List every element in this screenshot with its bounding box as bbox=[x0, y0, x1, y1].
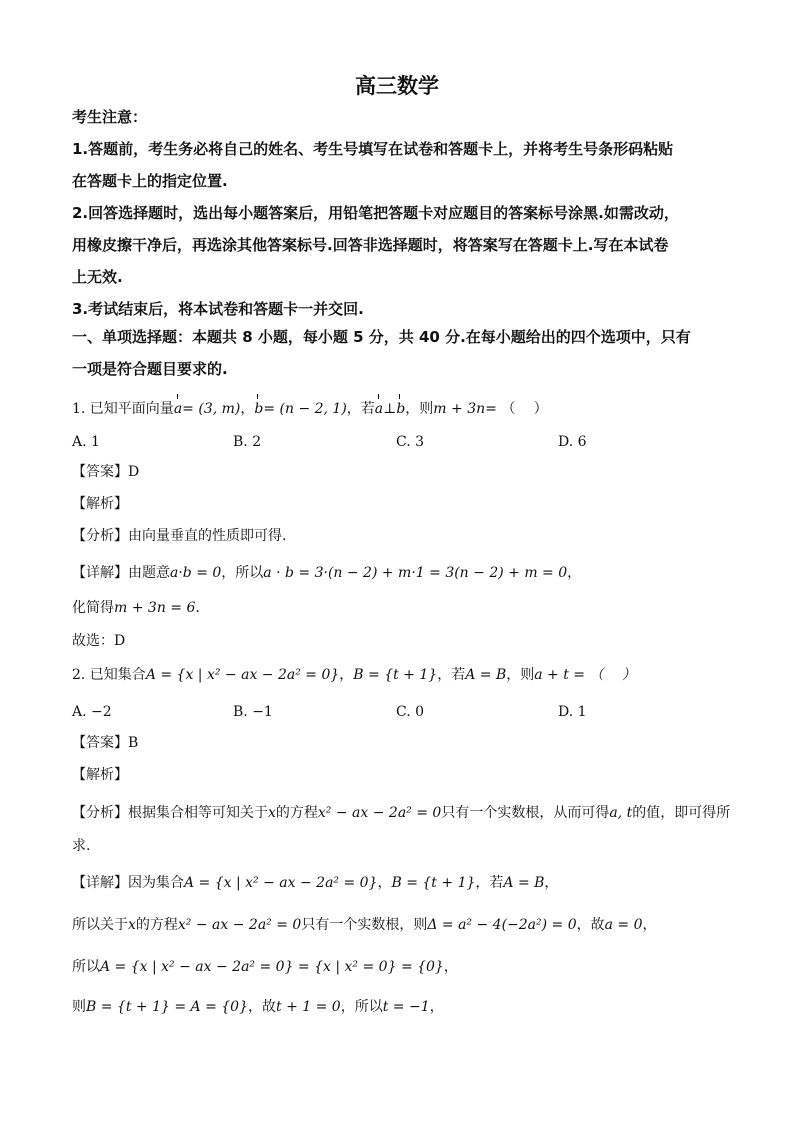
notice-item-1-line-1: 1.答题前，考生务必将自己的姓名、考生号填写在试卷和答题卡上，并将考生号条形码粘贴 bbox=[72, 140, 674, 158]
set-a-definition: A = {x | x² − ax − 2a² = 0} bbox=[145, 667, 340, 683]
question-2-answer: 【答案】B bbox=[72, 735, 139, 751]
set-b-equals-a: B = {t + 1} = A = {0} bbox=[86, 999, 248, 1015]
discriminant-expression: Δ = a² − 4(−2a²) = 0 bbox=[427, 917, 577, 933]
set-b-repeat: B = {t + 1} bbox=[391, 875, 476, 891]
question-1-option-a: A. 1 bbox=[72, 434, 100, 450]
question-2-xiangjie-line-3: 所以A = {x | x² − ax − 2a² = 0} = {x | x² = 0} = {0}， bbox=[72, 959, 458, 975]
question-2-option-d: D. 1 bbox=[558, 704, 587, 720]
set-a-simplified: A = {x | x² − ax − 2a² = 0} = {x | x² = 0} = {0} bbox=[100, 959, 444, 975]
notice-item-3: 3.考试结束后，将本试卷和答题卡一并交回. bbox=[72, 300, 364, 318]
question-2-xiangjie-line-1: 【详解】因为集合A = {x | x² − ax − 2a² = 0}，B = {t + 1}，若A = B， bbox=[72, 875, 559, 891]
page-title: 高三数学 bbox=[355, 74, 439, 98]
question-1-stem: 1. 已知平面向量a= (3, m)，b= (n − 2, 1)，若a⊥b，则m + 3n= （ ） bbox=[72, 401, 548, 417]
fenxi-text-d: 的值，即可得所 bbox=[632, 805, 731, 821]
question-1-target: m + 3n bbox=[433, 401, 486, 417]
xiangjie-text-a: 【详解】因为集合 bbox=[72, 875, 184, 891]
line-d-text-d: ，所以 bbox=[340, 999, 383, 1015]
line-b-text-c: 只有一个实数根，则 bbox=[301, 917, 428, 933]
question-1-option-b: B. 2 bbox=[233, 434, 262, 450]
question-1-xiangjie bbox=[72, 563, 581, 583]
line-d-text-a: 则 bbox=[72, 999, 86, 1015]
quadratic-equation-repeat: x² − ax − 2a² = 0 bbox=[177, 917, 302, 933]
notice-item-1-line-2: 在答题卡上的指定位置. bbox=[72, 172, 228, 190]
simplify-expression: m + 3n = 6 bbox=[114, 600, 196, 616]
question-2-prefix: 2. 已知集合 bbox=[72, 667, 146, 683]
question-1-prefix: 1. 已知平面向量 bbox=[72, 401, 174, 417]
question-1-analysis-tag: 【解析】 bbox=[72, 496, 128, 512]
notice-item-2-line-2: 用橡皮擦干净后，再选涂其他答案标号.回答非选择题时，将答案写在答题卡上.写在本试卷 bbox=[72, 236, 669, 254]
line-c-text-a: 所以 bbox=[72, 959, 100, 975]
var-a-t: a, t bbox=[609, 805, 633, 821]
question-1-then: ，则 bbox=[405, 401, 434, 417]
set-equality-repeat: A = B bbox=[503, 875, 545, 891]
question-1-option-c: C. 3 bbox=[396, 434, 425, 450]
notice-heading: 考生注意： bbox=[72, 108, 148, 126]
question-2-then: ，则 bbox=[506, 667, 535, 683]
question-2-stem: 2. 已知集合A = {x | x² − ax − 2a² = 0}，B = {t + 1}，若A = B，则a + t = （ ） bbox=[72, 667, 636, 683]
set-a-repeat: A = {x | x² − ax − 2a² = 0} bbox=[184, 875, 378, 891]
xiangjie-prefix: 【详解】由题意 bbox=[72, 565, 170, 581]
question-1-conclusion: 故选：D bbox=[72, 633, 126, 649]
xiangjie-text-b: ，若 bbox=[475, 875, 504, 891]
comma-text: ， bbox=[567, 565, 582, 581]
question-2-fenxi-line-1 bbox=[72, 803, 730, 823]
question-2-option-a: A. −2 bbox=[72, 704, 112, 720]
quadratic-equation: x² − ax − 2a² = 0 bbox=[317, 805, 442, 821]
question-2-target: a + t = （ ） bbox=[534, 667, 636, 683]
dot-product-expansion: a · b = 3·(n − 2) + m·1 = 3(n − 2) + m = 0 bbox=[263, 565, 568, 581]
set-b-definition: B = {t + 1} bbox=[353, 667, 438, 683]
question-2-option-c: C. 0 bbox=[396, 704, 425, 720]
question-2-xiangjie-line-4: 则B = {t + 1} = A = {0}，故t + 1 = 0，所以t = −1， bbox=[72, 999, 444, 1015]
period-text: . bbox=[195, 600, 200, 616]
question-2-condition: ，若 bbox=[437, 667, 466, 683]
line-b-text-d: ，故 bbox=[576, 917, 605, 933]
question-1-simplify bbox=[72, 598, 200, 618]
line-b-text-a: 所以关于 bbox=[72, 917, 128, 933]
dot-product-zero: a·b = 0 bbox=[170, 565, 222, 581]
var-x: x bbox=[268, 805, 276, 821]
question-2-analysis-tag: 【解析】 bbox=[72, 767, 128, 783]
fenxi-text-c: 只有一个实数根，从而可得 bbox=[441, 805, 610, 821]
section-1-line-1: 一、单项选择题：本题共 8 小题，每小题 5 分，共 40 分.在每小题给出的四个选项中，只有 bbox=[72, 328, 691, 346]
suoyi-text: ，所以 bbox=[221, 565, 264, 581]
question-2-option-b: B. −1 bbox=[233, 704, 273, 720]
question-1-answer: 【答案】D bbox=[72, 464, 140, 480]
vector-b-definition: = (n − 2, 1) bbox=[263, 401, 347, 417]
question-1-option-d: D. 6 bbox=[558, 434, 587, 450]
fenxi-text-b: 的方程 bbox=[275, 805, 318, 821]
question-1-blank: = （ ） bbox=[485, 401, 548, 417]
a-equals-zero: a = 0 bbox=[604, 917, 643, 933]
line-b-text-b: 的方程 bbox=[135, 917, 178, 933]
question-2-fenxi-line-2: 求. bbox=[72, 838, 91, 854]
set-equality: A = B bbox=[465, 667, 507, 683]
question-2-xiangjie-line-2: 所以关于x的方程x² − ax − 2a² = 0只有一个实数根，则Δ = a² − 4(−2a²) = 0，故a = 0， bbox=[72, 917, 657, 933]
vector-a-definition: = (3, m) bbox=[182, 401, 241, 417]
section-1-line-2: 一项是符合题目要求的. bbox=[72, 360, 228, 378]
fenxi-text-a: 【分析】根据集合相等可知关于 bbox=[72, 805, 268, 821]
notice-item-2-line-3: 上无效. bbox=[72, 268, 123, 286]
question-1-fenxi: 【分析】由向量垂直的性质即可得. bbox=[72, 528, 287, 544]
question-1-condition: ，若 bbox=[346, 401, 375, 417]
t-equals-minus-one: t = −1 bbox=[382, 999, 430, 1015]
var-x-repeat: x bbox=[128, 917, 136, 933]
simplify-prefix: 化简得 bbox=[72, 600, 114, 616]
notice-item-2-line-1: 2.回答选择题时，选出每小题答案后，用铅笔把答题卡对应题目的答案标号涂黑.如需改动， bbox=[72, 204, 679, 222]
line-d-text-b: ，故 bbox=[248, 999, 276, 1015]
t-plus-one-zero: t + 1 = 0 bbox=[276, 999, 341, 1015]
perpendicular-symbol: ⊥ bbox=[383, 401, 397, 417]
